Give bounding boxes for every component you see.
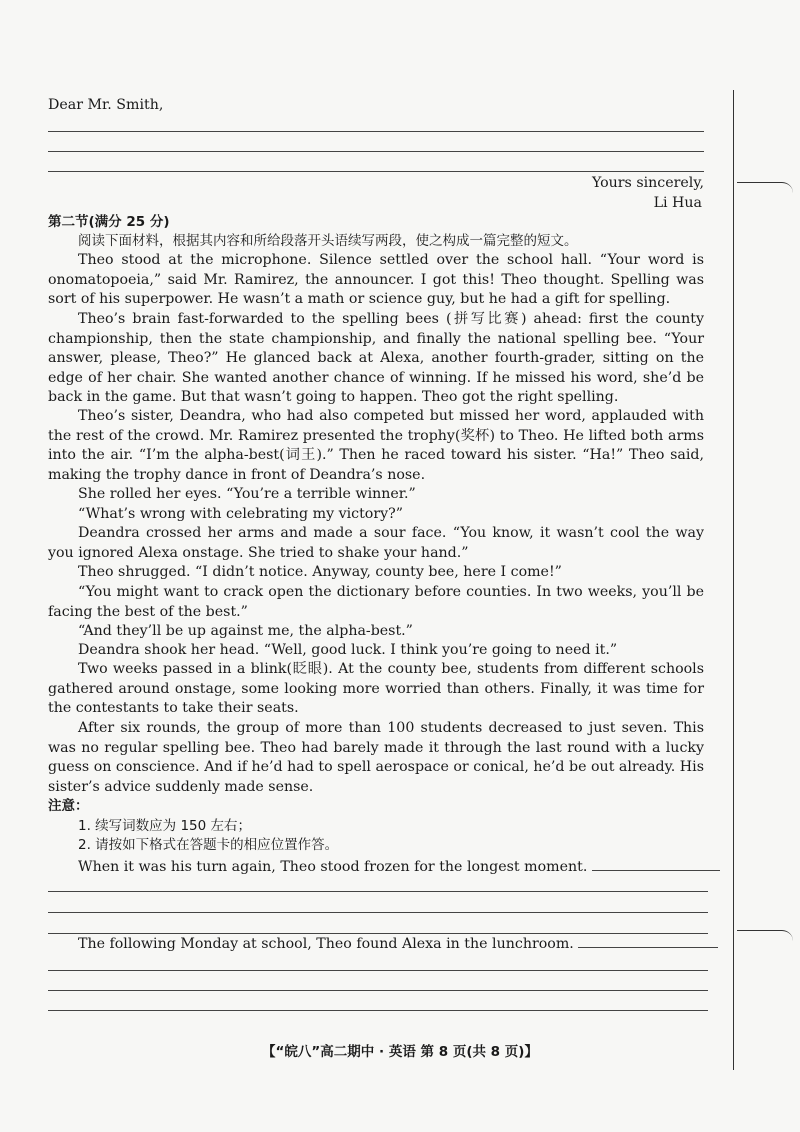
writing-line [48, 131, 704, 132]
writing-line [48, 1010, 708, 1011]
continuation-prompt [48, 933, 738, 955]
story-paragraph: Theo’s sister, Deandra, who had also competed but missed her word, applauded with the rest of the crowd. Mr. Ramirez presented the trophy(奖杯) to Theo. He lifted both arms into the air. “I’m the alpha-best(词王).” Then he raced toward his sister. “Ha!” Theo said, making the trophy dance in front of Deandra’s nose. [48, 408, 704, 483]
page-footer: 【“皖八”高二期中 · 英语 第 8 页(共 8 页)】 [262, 1044, 538, 1060]
writing-line [48, 171, 704, 172]
continuation-prompt-text: When it was his turn again, Theo stood frozen for the longest moment. [78, 859, 588, 875]
writing-line [48, 891, 708, 892]
continuation-prompt-text: The following Monday at school, Theo found Alexa in the lunchroom. [78, 936, 574, 952]
story-paragraph: She rolled her eyes. “You’re a terrible winner.” [78, 486, 416, 502]
story-paragraph: Theo stood at the microphone. Silence settled over the school hall. “Your word is onomatopoeia,” said Mr. Ramirez, the announcer. I got this! Theo thought. Spelling was sort of his superpower. He wasn’t a math or science guy, but he had a gift for spelling. [48, 252, 704, 308]
story-paragraph: “You might want to crack open the dictionary before counties. In two weeks, you’ll be facing the best of the best.” [48, 584, 704, 620]
section-title: 第二节(满分 25 分) [48, 214, 170, 230]
letter-closing: Yours sincerely, [591, 175, 704, 191]
story-paragraph: Theo shrugged. “I didn’t notice. Anyway, county bee, here I come!” [78, 564, 562, 580]
margin-tick [737, 182, 793, 193]
notes-item: 2. 请按如下格式在答题卡的相应位置作答。 [78, 837, 339, 853]
notes-title: 注意： [48, 798, 89, 814]
answer-blank[interactable] [592, 856, 720, 871]
story-paragraph: Two weeks passed in a blink(眨眼). At the county bee, students from different schools gathered around onstage, some looking more worried than others. Finally, it was time for the contestants to take their seats. [48, 661, 704, 717]
story-paragraph: Deandra shook her head. “Well, good luck. I think you’re going to need it.” [78, 642, 618, 658]
answer-blank[interactable] [578, 933, 718, 948]
section-instruction: 阅读下面材料，根据其内容和所给段落开头语续写两段，使之构成一篇完整的短文。 [78, 233, 578, 249]
writing-line [48, 990, 708, 991]
letter-signature: Li Hua [653, 195, 702, 211]
story-paragraph: Theo’s brain fast-forwarded to the spelling bees (拼写比赛) ahead: first the county championship, then the state championship, and finally the national spelling bee. “Your answer, please, Theo?” He glanced back at Alexa, another fourth-grader, sitting on the edge of her chair. She wanted another chance of winning. If he missed his word, she’d be back in the game. But that wasn’t going to happen. Theo got the right spelling. [48, 311, 704, 406]
notes-item: 1. 续写词数应为 150 左右； [78, 818, 252, 834]
writing-line [48, 151, 704, 152]
writing-line [48, 912, 708, 913]
letter-salutation: Dear Mr. Smith, [48, 97, 164, 113]
margin-tick [737, 930, 793, 941]
story-paragraph: “And they’ll be up against me, the alpha-best.” [78, 623, 413, 639]
writing-line [48, 970, 708, 971]
continuation-prompt [48, 856, 738, 878]
story-paragraph: Deandra crossed her arms and made a sour face. “You know, it wasn’t cool the way you ignored Alexa onstage. She tried to shake your hand.” [48, 525, 704, 561]
story-paragraph: After six rounds, the group of more than 100 students decreased to just seven. This was no regular spelling bee. Theo had barely made it through the last round with a lucky guess on conscience. And if he’d had to spell aerospace or conical, he’d be out already. His sister’s advice suddenly made sense. [48, 720, 704, 795]
story-paragraph: “What’s wrong with celebrating my victory?” [78, 506, 403, 522]
